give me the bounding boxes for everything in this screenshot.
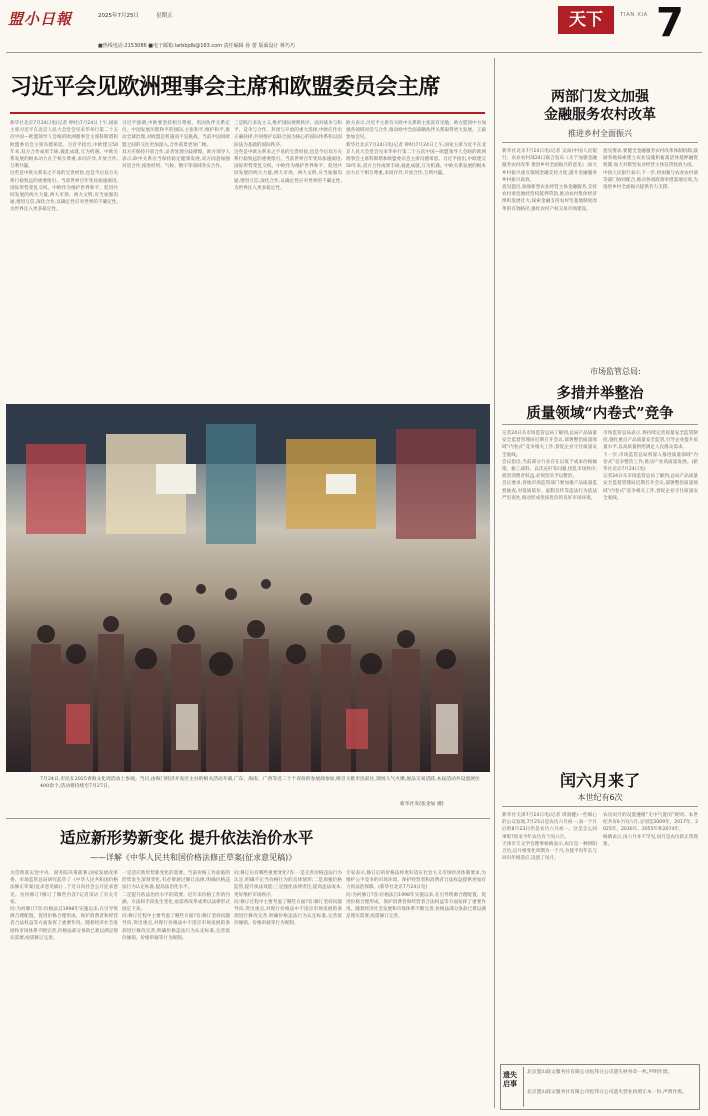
issue-weekday: 星期五 — [156, 13, 173, 19]
right2-column-1: 记者24日从市场监管总局了解到,总局产品质量安全监督管理局近期召开会议,部署整治质量领域“内卷式”竞争相关工作,督促企业守住质量安全底线。 会议指出,当前部分行业存在以低于成本价格倾销、偷工减料、以次充好等问题,扰乱市场秩序,损害消费者权益,必须坚决予以整治。 会议要求,各地市场监管部门要加强产品质量监督抽查,对低质低价、虚假宣传等违法行为依法严厉查处,推动形成优质优价的良好市场环境。 — [502, 431, 597, 501]
right-column-divider — [494, 58, 495, 1108]
photo-caption: 7月24日,市民在2025青海文化周活动上参观。当日,由海门经济开发区主办的相关活动开幕,广东、海南、广西等近二十个省份的参展商参加,吸引大批市民前往,现场人气火爆,展品交易活跃,本届活动共设置展位400余个,活动将持续至7月27日。 — [40, 777, 480, 789]
right2-rule — [502, 424, 698, 425]
policy-top-rule — [6, 818, 490, 819]
right1-headline-line1: 两部门发文加强 — [551, 89, 649, 105]
lost-notice-2: 北京盟山联文服务社有限公司松邦分公司遗失营业执照正本一份,声明作废。 — [527, 1090, 687, 1095]
photo-credit: 新华社发(张金加 摄) — [400, 802, 444, 807]
news-photo — [6, 404, 490, 772]
section-badge: 天下 — [558, 6, 614, 34]
policy-column-3: 问:修订后有哪些重要变化?答:一是完善价格违法行为认定,明确不正当价格行为的具体情形;二是加强价格监管,提升执法效能;三是强化法律责任,提高违法成本,更好维护市场秩序。 问:修订过程中主要考虑了哪些方面?答:修订坚持问题导向,突出重点,对现行价格法中不适应市场发展的条款进行修改完善,明确价格违法行为认定标准,完善低价倾销、价格串通等行为规制。 — [234, 871, 342, 927]
right3-column-1: 新华社天津7月24日电(记者 周润健)一些细心的公众发现,7月25日是农历六月初一,而一个月后的8月23日仍是农历六月初一。这是怎么回事呢?原来今年农历有个闰六月。 天津市天文学会理事杨婧表示,农历是一种阴阳合历,以月相变化周期为一个月,为使平均年长与回归年相适应,设置了闰月。 — [502, 813, 597, 862]
lost-notice-box — [500, 1064, 700, 1110]
lead-headline: 习近平会见欧洲理事会主席和欧盟委员会主席 — [10, 74, 441, 100]
right2-column-2: 市场监管总局表示,将持续完善质量安全监管制度,强化重点产品质量安全监管,引导企业提升质量水平,以高质量供给满足人民群众需求。 下一步,市场监管总局将深入推进质量领域“内卷式”竞争整治工作,推动产业高质量发展。(新华社北京7月24日电) 记者24日从市场监管总局了解到,总局产品质量安全监督管理局近期召开会议,部署整治质量领域“内卷式”竞争相关工作,督促企业守住质量安全底线。 — [603, 431, 698, 501]
right2-headline-line2: 质量领域“内卷式”竞争 — [526, 405, 674, 422]
page-number: 7 — [656, 0, 684, 46]
lead-column-4: 欧方表示,习近平主席有关欧中关系的主张富有见地。欧方愿同中方加强各领域对话与合作,推动欧中全面战略伙伴关系取得更大发展。王毅参加会见。 新华社北京7月24日电(记者 钟时)7月24日上午,国家主席习近平在北京人民大会堂会见来华举行第二十五次中国—欧盟领导人会晤的欧洲理事会主席科斯塔和欧盟委员会主席冯德莱恩。习近平指出,中欧建交50年来,双方合作成果丰硕,彼此成就,互为机遇。中欧关系发展的根本动力在于相互尊重,求同存异,开放合作,互利共赢。 — [346, 121, 486, 177]
newspaper-logo: 盟小日報 — [8, 10, 73, 28]
issue-date: 2025年7月25日 — [98, 13, 139, 19]
right1-subheadline: 推进乡村全面振兴 — [568, 129, 632, 138]
lead-column-2: 习近平强调,中欧要坚持相互尊重、巩固伙伴关系定位。中国发展历程和平的国际,主张和平,维护和平,推动全球治理,对欧盟是机遇而不是挑战。当前中国同欧盟之间的交往更加深入,合作前景更加广阔。 双方应保持开放合作,妥善处理分歧摩擦。欧方领导人表示,欧中关系应当保持稳定健康发展,双方同意加强对话合作,推进经贸、气候、数字等领域务实合作。 — [122, 121, 230, 170]
right3-headline: 闰六月来了 — [559, 771, 640, 790]
right1-column-2: 意见要求,要健全金融服务农村改革体制机制,鼓励各地探索建立农业设施和畜禽活体抵押融资机制,加大对新型农业经营主体信贷投放力度。 中国人民银行表示,下一步,将加强与农业农村部等部门协同配合,推动各项政策举措落地见效,为推进乡村全面振兴提供有力支撑。 — [603, 149, 698, 191]
masthead-info: ■热线电话:2153086 ■电子邮箱:larbbjdb@163.com 责任编辑 孙 蕾 版面设计 蒋巧巧 — [98, 43, 296, 49]
right3-subheadline: 本世纪有6次 — [577, 793, 623, 802]
policy-subheadline: ——详解《中华人民共和国价格法修正草案(征求意见稿)》 — [90, 853, 297, 862]
policy-column-1: 为贯彻落实党中央、国务院决策部署,国家发展改革委、市场监管总局研究起草了《中华人民共和国价格法修正草案(征求意见稿)》,于近日向社会公开征求意见。为何修订?修订了哪些内容?记者采访了有关专家。 问:为何修订?答:价格法自1998年实施以来,在引导资源合理配置、促进价格合理形成、保护消费者和经营者合法权益等方面发挥了重要作用。随着经济社会发展和市场体系不断完善,价格法部分条款已难以满足现实需要,亟需修订完善。 — [10, 871, 118, 941]
policy-column-4: 专家表示,修订后的价格法将更好适应社会主义市场经济体制要求,为维护公平竞争的市场环境、保护经营者和消费者合法权益提供更加有力的法治保障。(新华社北京7月24日电) 问:为何修订?答:价格法自1998年实施以来,在引导资源合理配置、促进价格合理形成、保护消费者和经营者合法权益等方面发挥了重要作用。随着经济社会发展和市场体系不断完善,价格法部分条款已难以满足现实需要,亟需修订完善。 — [346, 871, 486, 920]
right1-headline-line2: 金融服务农村改革 — [544, 107, 656, 123]
masthead — [6, 0, 702, 52]
right1-column-1: 新华社北京7月24日电(记者 吴雨)中国人民银行、农业农村部24日联合发布《关于加强金融服务农村改革 推进乡村全面振兴的意见》,加大乡村振兴重点领域金融支持力度,提升金融服务乡村振兴质效。 意见提出,加强新型农业经营主体金融服务,支持农村承包地经营权抵押贷款,推动农村集体经济组织发展壮大,探索金融支持农村宅基地制度改革的有效路径,强化农村产权交易市场建设。 — [502, 149, 597, 212]
lead-column-1: 新华社北京7月24日电(记者 钟时)7月24日上午,国家主席习近平在北京人民大会堂会见来华举行第二十五次中国—欧盟领导人会晤的欧洲理事会主席科斯塔和欧盟委员会主席冯德莱恩。习近平指出,中欧建交50年来,双方合作成果丰硕,彼此成就,互为机遇。中欧关系发展的根本动力在于相互尊重,求同存异,开放合作,互利共赢。 这些是中欧关系来之不易的宝贵经验,也是今后双方关系行稳致远的重要指引。当前世界百年变局加速演进,国际形势变乱交织。中欧作为维护世界和平、促进共同发展的两大力量,两大市场、两大文明,应当加强沟通,增进互信,深化合作,以确定性应对世界的不确定性,为世界注入更多稳定性。 — [10, 121, 118, 213]
right3-rule — [502, 806, 698, 807]
lead-headline-rule — [10, 112, 485, 114]
lead-column-3: 三是践行多边主义,维护国际规则秩序。面对战争与和平、竞争与合作、封闭与开放的重大选择,中欧应作出正确抉择,共同维护以联合国为核心的国际体系和以国际法为基础的国际秩序。 这些是中欧关系来之不易的宝贵经验,也是今后双方关系行稳致远的重要指引。当前世界百年变局加速演进,国际形势变乱交织。中欧作为维护世界和平、促进共同发展的两大力量,两大市场、两大文明,应当加强沟通,增进互信,深化合作,以确定性应对世界的不确定性,为世界注入更多稳定性。 — [234, 121, 342, 191]
right2-headline-line1: 多措并举整治 — [556, 385, 644, 402]
masthead-rule — [6, 52, 702, 53]
lost-notice-1: 北京盟山联文服务社有限公司松邦分公司遗失财务章一枚,声明作废。 — [527, 1070, 673, 1075]
exhibition-crowd-illustration — [6, 404, 490, 772]
right2-kicker: 市场监管总局: — [590, 367, 641, 376]
right3-column-2: 农历闰月的设置遵循“无中气置闰”规则。本世纪共有6个闰六月,分别是2009年、2017年、2025年、2036年、2055年和2074年。 杨婧表示,闰六月并不罕见,闰月是农历的正常现象。 — [603, 813, 698, 847]
right1-rule — [502, 142, 698, 143]
policy-column-2: 一是适应新形势新变化的需要。当前价格工作面临的形势发生深刻变化,有必要通过修订法律,明确价格违法行为认定标准,提高法治化水平。 二是提升依法治价水平的需要。近年来价格工作的内涵、方法和手段发生变化,亟需将改革成果以法律形式固定下来。 问:修订过程中主要考虑了哪些方面?答:修订坚持问题导向,突出重点,对现行价格法中不适应市场发展的条款进行修改完善,明确价格违法行为认定标准,完善低价倾销、价格串通等行为规制。 — [122, 871, 230, 941]
section-en: TIAN XIA — [620, 12, 648, 18]
lost-notice-label: 遗失启事 — [503, 1071, 517, 1088]
lost-notice-divider — [523, 1067, 524, 1107]
policy-headline: 适应新形势新变化 提升依法治价水平 — [60, 828, 314, 847]
